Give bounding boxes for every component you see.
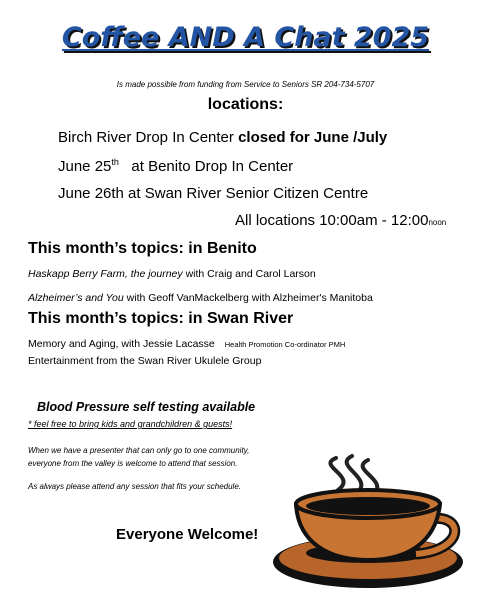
- benito-topics-heading: This month’s topics: in Benito: [28, 240, 257, 257]
- benito-place: at Benito Drop In Center: [118, 158, 294, 175]
- locations-heading: locations:: [207, 96, 284, 113]
- kids-welcome-note: * feel free to bring kids and grandchildren & guests!: [28, 419, 233, 429]
- location-birch-river: [58, 129, 387, 146]
- swan-topic-1: [28, 338, 345, 350]
- presenter-note-line-1: When we have a presenter that can only go to one community,: [28, 446, 250, 455]
- hours-text: All locations 10:00am - 12:00: [235, 212, 429, 229]
- benito-topic-2-presenter: with Geoff VanMackelberg with Alzheimer's Manitoba: [123, 292, 373, 304]
- presenter-note-line-2: everyone from the valley is welcome to attend that session.: [28, 459, 238, 468]
- everyone-welcome: Everyone Welcome!: [116, 526, 259, 543]
- funding-subtitle: Is made possible from funding from Service to Seniors SR 204-734-5707: [116, 80, 375, 89]
- benito-topic-1-presenter: with Craig and Carol Larson: [182, 268, 316, 280]
- schedule-note: As always please attend any session that fits your schedule.: [28, 482, 242, 491]
- birch-place: Birch River Drop In Center: [58, 129, 239, 146]
- location-swan-river: June 26th at Swan River Senior Citizen Centre: [58, 185, 369, 202]
- swan-topics-heading: This month’s topics: in Swan River: [28, 310, 294, 327]
- location-hours: [235, 212, 446, 229]
- benito-date-suffix: th: [111, 157, 119, 167]
- swan-topic-1-title: Memory and Aging, with Jessie Lacasse: [28, 338, 215, 350]
- benito-topic-1: [28, 268, 316, 280]
- birch-status: closed for June /July: [238, 129, 388, 146]
- hours-suffix: noon: [428, 218, 447, 227]
- page-title: Coffee AND A Chat 2025: [61, 22, 430, 53]
- location-benito: [58, 157, 293, 175]
- blood-pressure-note: Blood Pressure self testing available: [37, 400, 256, 414]
- benito-topic-2-title: Alzheimer’s and You: [28, 292, 124, 304]
- benito-topic-2: [28, 292, 373, 304]
- coffee-cup-icon: [268, 452, 473, 592]
- benito-date: June 25: [58, 158, 112, 175]
- benito-topic-1-title: Haskapp Berry Farm, the journey: [28, 268, 183, 280]
- coffee-surface: [306, 497, 430, 515]
- swan-topic-2: Entertainment from the Swan River Ukulele Group: [28, 355, 262, 367]
- swan-topic-1-note: Health Promotion Co-ordinator PMH: [224, 340, 346, 349]
